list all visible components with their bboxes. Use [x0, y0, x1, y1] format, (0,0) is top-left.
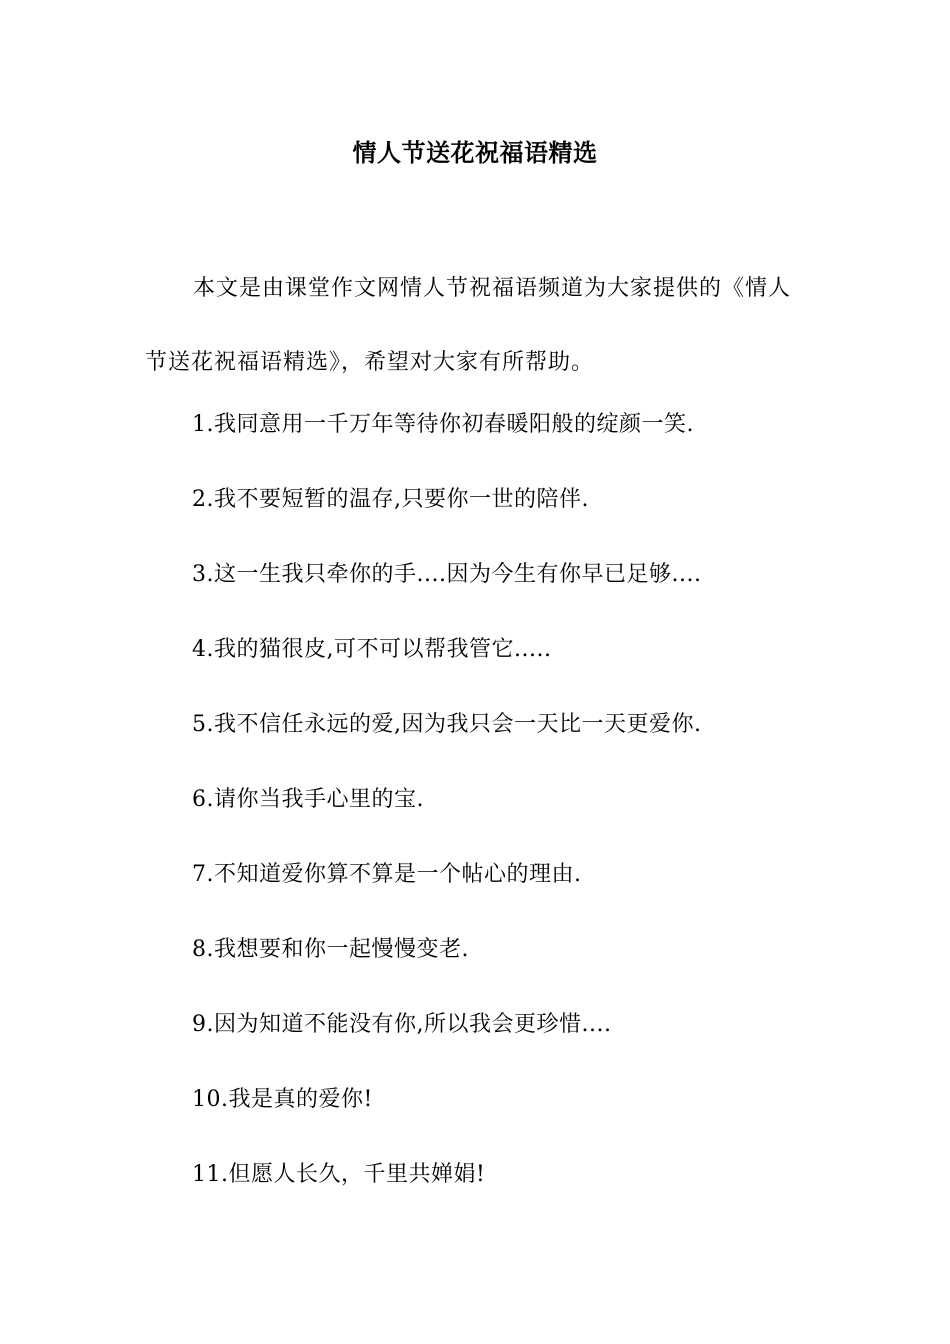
- list-item: 5.我不信任永远的爱,因为我只会一天比一天更爱你.: [192, 712, 702, 737]
- list-item: 7.不知道爱你算不算是一个帖心的理由.: [192, 862, 582, 887]
- intro-paragraph: 本文是由课堂作文网情人节祝福语频道为大家提供的《情人节送花祝福语精选》，希望对大家有所帮助。: [145, 276, 792, 375]
- list-item: 11.但愿人长久，千里共婵娟!: [192, 1162, 486, 1187]
- list-item: 10.我是真的爱你!: [192, 1087, 373, 1112]
- list-item: 4.我的猫很皮,可不可以帮我管它.....: [192, 637, 552, 662]
- blessing-list: [192, 403, 812, 1228]
- list-item: 6.请你当我手心里的宝.: [192, 787, 424, 812]
- list-item: 8.我想要和你一起慢慢变老.: [192, 937, 469, 962]
- list-item: 2.我不要短暂的温存,只要你一世的陪伴.: [192, 487, 589, 512]
- list-item: 1.我同意用一千万年等待你初春暖阳般的绽颜一笑.: [192, 412, 694, 437]
- list-item: 9.因为知道不能没有你,所以我会更珍惜....: [192, 1012, 612, 1037]
- document-title: 情人节送花祝福语精选: [352, 138, 598, 167]
- list-item: 3.这一生我只牵你的手....因为今生有你早已足够....: [192, 562, 702, 587]
